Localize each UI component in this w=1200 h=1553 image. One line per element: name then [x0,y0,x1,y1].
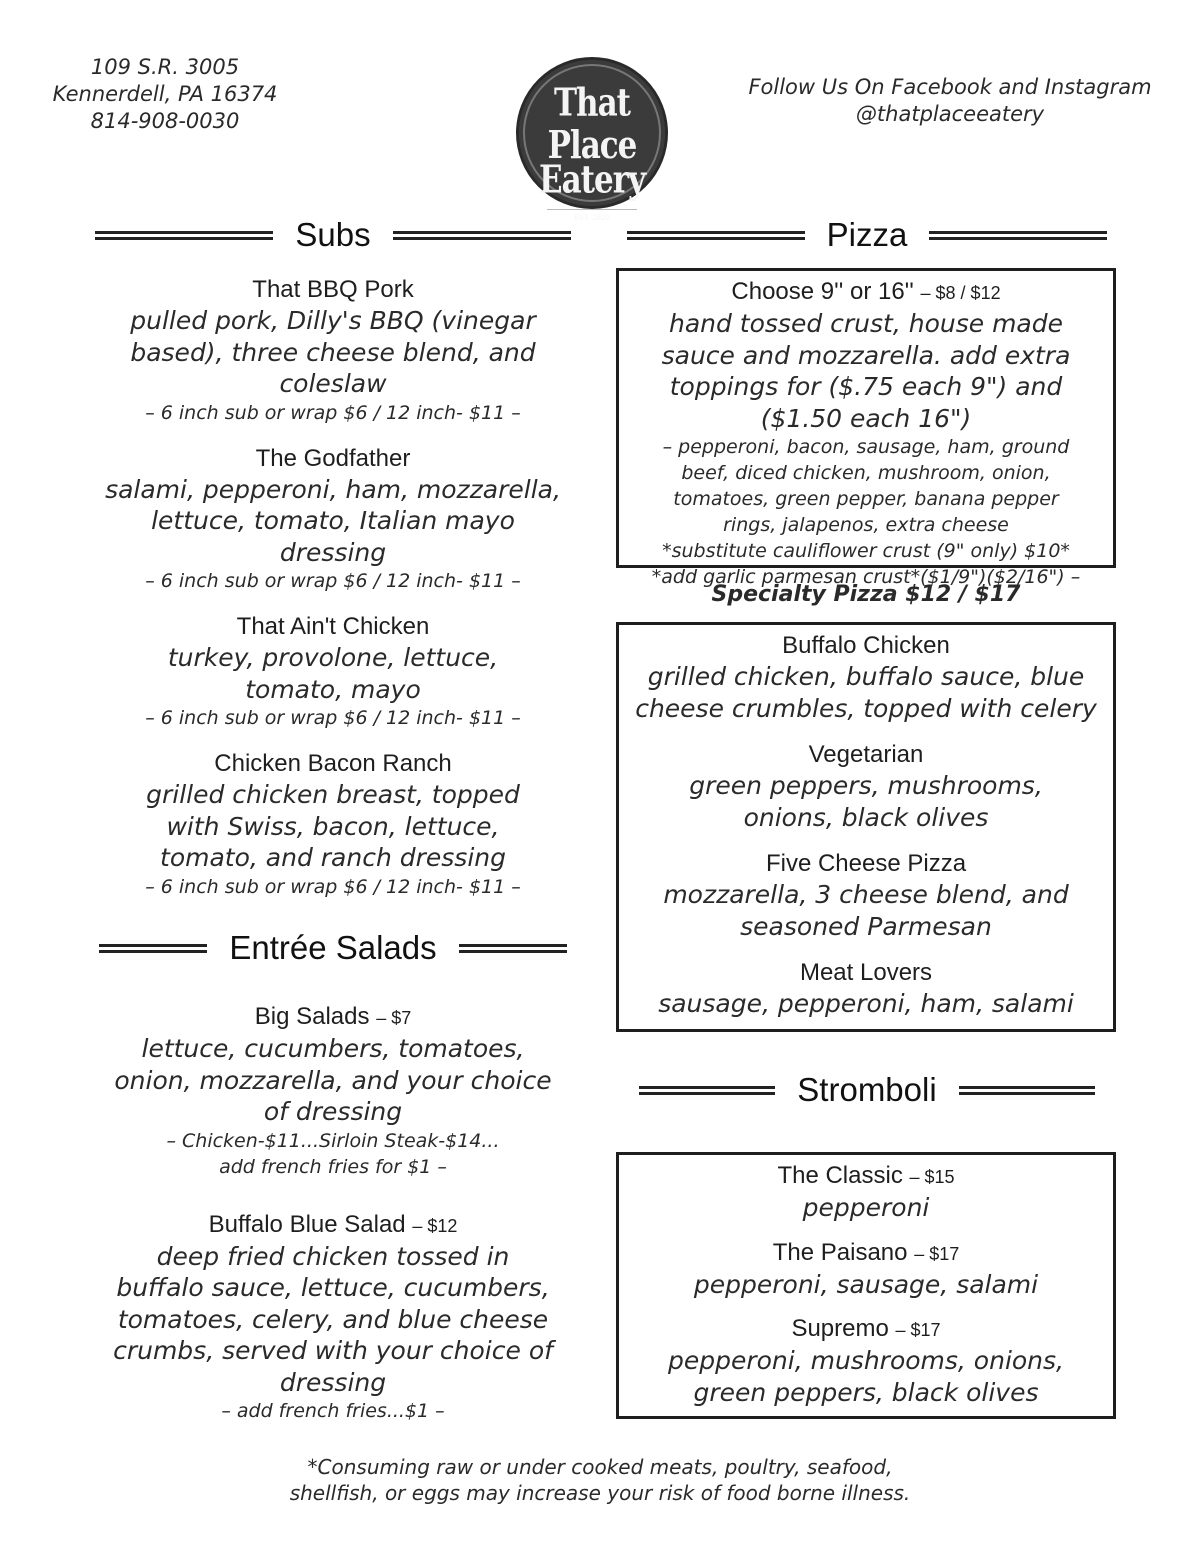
item-name: That Ain't Chicken [236,613,430,640]
divider [393,231,571,240]
item-price: – $7 [376,1008,412,1028]
logo-line2: Eatery [538,157,646,203]
item-name-row [619,1314,1113,1345]
item-name: Buffalo Blue Salad [208,1210,406,1238]
divider [95,231,273,240]
phone-number: 814-908-0030 [90,109,240,133]
menu-item [619,958,1113,1020]
menu-item [90,275,576,426]
salads-list [90,1002,576,1424]
pizza-cauliflower-note: *substitute cauliflower crust (9" only) $10* [662,540,1070,562]
social-handle: @thatplaceeatery [855,102,1045,126]
menu-item [90,1210,576,1425]
health-disclaimer [230,1454,970,1506]
logo-est: EST. 2020 [547,209,637,222]
restaurant-logo [516,57,668,222]
item-note: – Chicken-$11...Sirloin Steak-$14... [166,1129,500,1152]
pizza-garlic-note: *add garlic parmesan crust*($1/9")($2/16") – [651,566,1081,588]
item-price: – $15 [909,1167,955,1187]
stromboli-title: Stromboli [797,1071,937,1108]
specialty-box [616,622,1116,1032]
pizza-description: hand tossed crust, house made sauce and mozzarella. add extra toppings for ($.75 each 9") and ($1.50 each 16") [661,309,1071,433]
subs-header [90,212,576,258]
menu-item [619,1314,1113,1408]
item-name: Meat Lovers [799,959,933,986]
item-description: grilled chicken breast, topped with Swiss, bacon, lettuce, tomato, and ranch dressing [146,780,520,872]
menu-item [90,612,576,731]
stromboli-box [616,1152,1116,1419]
item-description: pepperoni, mushrooms, onions, green peppers, black olives [667,1346,1065,1407]
address-block [40,54,290,135]
pizza-box [616,268,1116,588]
item-description: mozzarella, 3 cheese blend, and seasoned Parmesan [663,880,1069,941]
social-block [735,74,1165,128]
divider [929,231,1107,240]
menu-item [90,444,576,595]
item-name: That BBQ Pork [252,276,414,303]
item-name: Vegetarian [808,741,924,768]
item-name: Supremo [791,1315,889,1342]
stromboli-header [624,1067,1110,1113]
item-description: pepperoni [802,1193,930,1222]
divider [959,1086,1095,1095]
item-name: The Godfather [255,444,411,472]
menu-item [90,1002,576,1180]
salads-title: Entrée Salads [229,929,437,966]
specialty-title: Specialty Pizza $12 / $17 [711,582,1021,607]
disclaimer-line2: shellfish, or eggs may increase your risk of food borne illness. [289,1481,911,1505]
divider [627,231,805,240]
item-price: – $17 [895,1320,941,1340]
item-price: – 6 inch sub or wrap $6 / 12 inch- $11 – [145,570,521,592]
item-description: green peppers, mushrooms, onions, black olives [689,771,1043,832]
item-price: – $12 [412,1215,458,1236]
item-description: deep fried chicken tossed in buffalo sauce, lettuce, cucumbers, tomatoes, celery, and blue cheese crumbs, served with your choice of dressing [113,1241,553,1397]
item-name: Buffalo Chicken [782,632,950,659]
item-name: The Paisano [772,1238,908,1266]
divider [99,944,207,953]
social-line1: Follow Us On Facebook and Instagram [748,75,1152,99]
item-name: Five Cheese Pizza [765,850,967,877]
item-name-row [619,1238,1113,1269]
pizza-title: Pizza [826,216,908,253]
pizza-choose-price: – $8 / $12 [920,283,1001,303]
item-description: pulled pork, Dilly's BBQ (vinegar based), three cheese blend, and coleslaw [130,306,536,398]
address-line1: 109 S.R. 3005 [90,55,240,79]
address-line2: Kennerdell, PA 16374 [52,82,278,106]
item-name-row [619,277,1113,308]
item-description: grilled chicken, buffalo sauce, blue cheese crumbles, topped with celery [635,662,1097,723]
pizza-header [624,212,1110,258]
item-note: – add french fries...$1 – [221,1400,445,1422]
menu-item [619,740,1113,833]
menu-item [619,1238,1113,1301]
menu-item [619,631,1113,724]
item-price: – 6 inch sub or wrap $6 / 12 inch- $11 – [145,875,521,898]
item-description: pepperoni, sausage, salami [693,1269,1039,1299]
menu-item [619,1161,1113,1224]
item-price: – 6 inch sub or wrap $6 / 12 inch- $11 – [145,707,521,729]
menu-item [90,749,576,900]
divider [639,1086,775,1095]
divider [459,944,567,953]
subs-title: Subs [295,216,371,253]
item-name-row [619,1161,1113,1192]
item-name: Big Salads [254,1003,370,1030]
logo-line1: That Place [547,80,637,168]
item-description: salami, pepperoni, ham, mozzarella, lettuce, tomato, Italian mayo dressing [105,474,561,567]
item-price: – 6 inch sub or wrap $6 / 12 inch- $11 – [145,401,521,424]
item-name-row [90,1002,576,1033]
item-description: sausage, pepperoni, ham, salami [658,989,1074,1018]
item-description: lettuce, cucumbers, tomatoes, onion, mozzarella, and your choice of dressing [114,1034,552,1126]
menu-item [619,849,1113,942]
pizza-toppings: – pepperoni, bacon, sausage, ham, ground beef, diced chicken, mushroom, onion, tomatoes, green pepper, banana pepper rings, jalapenos, extra cheese [662,436,1070,536]
item-name-row [90,1210,576,1241]
item-name: Chicken Bacon Ranch [214,750,452,777]
item-description: turkey, provolone, lettuce, tomato, mayo [167,643,499,704]
disclaimer-line1: *Consuming raw or under cooked meats, poultry, seafood, [307,1455,893,1479]
subs-list [90,275,576,900]
pizza-choose-label: Choose 9'' or 16'' [731,278,914,305]
salads-header [90,925,576,971]
item-note: add french fries for $1 – [219,1155,447,1178]
item-name: The Classic [777,1162,903,1189]
item-price: – $17 [914,1243,960,1264]
